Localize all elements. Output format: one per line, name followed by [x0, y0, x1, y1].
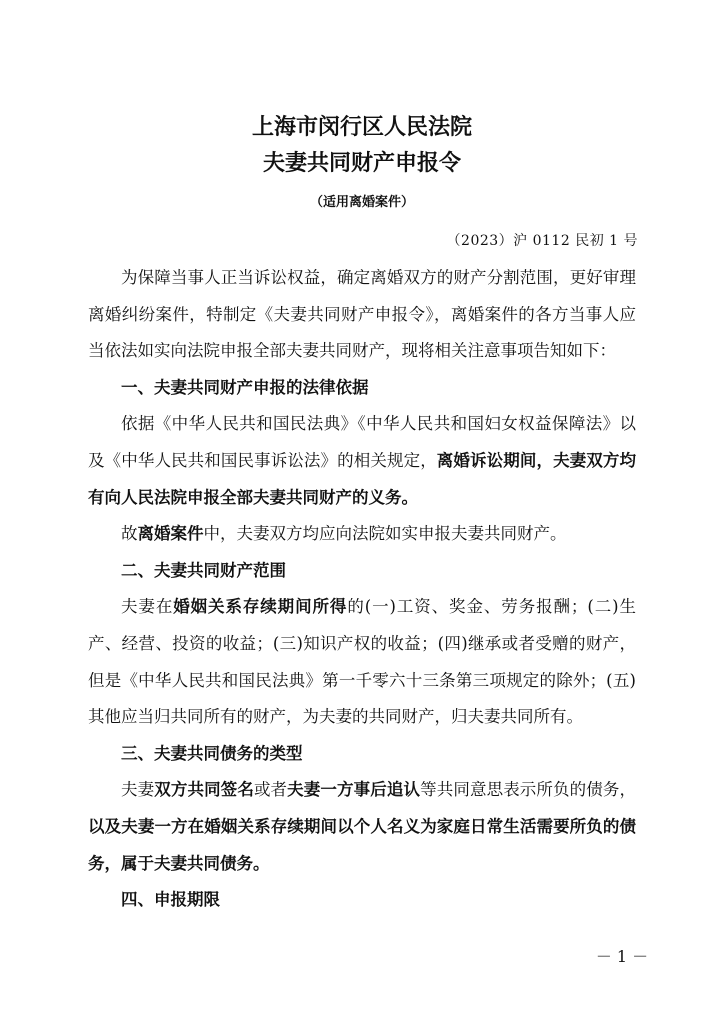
page-number: － 1 －	[595, 947, 649, 966]
emphasis-text: 离婚诉讼期间，夫妻双方均有向人民法院申报全部夫妻共同财产的义务。	[88, 450, 636, 507]
emphasis-text: 双方共同签名	[154, 780, 254, 800]
section-1-paragraph-2	[88, 516, 636, 553]
section-3-paragraph	[88, 772, 636, 882]
section-2-heading: 二、夫妻共同财产范围	[121, 560, 286, 580]
text-run: 或者	[253, 780, 288, 800]
text-run: 的(一)工资、奖金、劳务报酬；(二)生产、经营、投资的收益；(三)知识产权的收益；(四)继承或者受赠的财产，但是《中华人民共和国民法典》第一千零六十三条第三项规定的除外；(五)其他应当归共同所有的财产，为夫妻的共同财产，归夫妻共同所有。	[88, 597, 637, 727]
section-4-heading: 四、申报期限	[121, 890, 220, 910]
emphasis-text: 以及夫妻一方在婚姻关系存续期间以个人名义为家庭日常生活需要所负的债务，	[88, 816, 636, 873]
emphasis-text: 属于夫妻共同债务。	[121, 853, 270, 873]
section-3-heading: 三、夫妻共同债务的类型	[121, 743, 303, 763]
text-run: 夫妻	[121, 780, 155, 800]
document-body	[88, 260, 636, 919]
text-run: 夫妻在	[121, 597, 174, 617]
section-1-heading: 一、夫妻共同财产申报的法律依据	[121, 377, 369, 397]
scope-subtitle: （适用离婚案件）	[309, 195, 414, 210]
text-run: 等共同意思表示所负的债务，	[420, 780, 637, 800]
emphasis-text: 夫妻一方事后追认	[287, 780, 421, 800]
order-title: 夫妻共同财产申报令	[262, 151, 461, 176]
text-run: 中，夫妻双方均应向法院如实申报夫妻共同财产。	[203, 524, 567, 544]
text-run: 故	[121, 524, 138, 544]
intro-paragraph: 为保障当事人正当诉讼权益，确定离婚双方的财产分割范围，更好审理离婚纠纷案件，特制定《夫妻共同财产申报令》，离婚案件的各方当事人应当依法如实向法院申报全部夫妻共同财产，现将相关注意事项告知如下：	[88, 268, 636, 361]
section-1-paragraph-1	[88, 406, 636, 516]
section-2-paragraph	[88, 589, 636, 735]
emphasis-text: 婚姻关系存续期间所得	[173, 597, 348, 617]
text-run: 依据《中华人民共和国民法典》《中华人民共和国妇女权益保障法》以及《中华人民共和国民事诉讼法》的相关规定，	[88, 414, 636, 470]
case-number: （2023）沪 0112 民初 1 号	[446, 233, 638, 249]
emphasis-text: 离婚案件	[137, 524, 204, 544]
court-name-title: 上海市闵行区人民法院	[251, 115, 472, 140]
